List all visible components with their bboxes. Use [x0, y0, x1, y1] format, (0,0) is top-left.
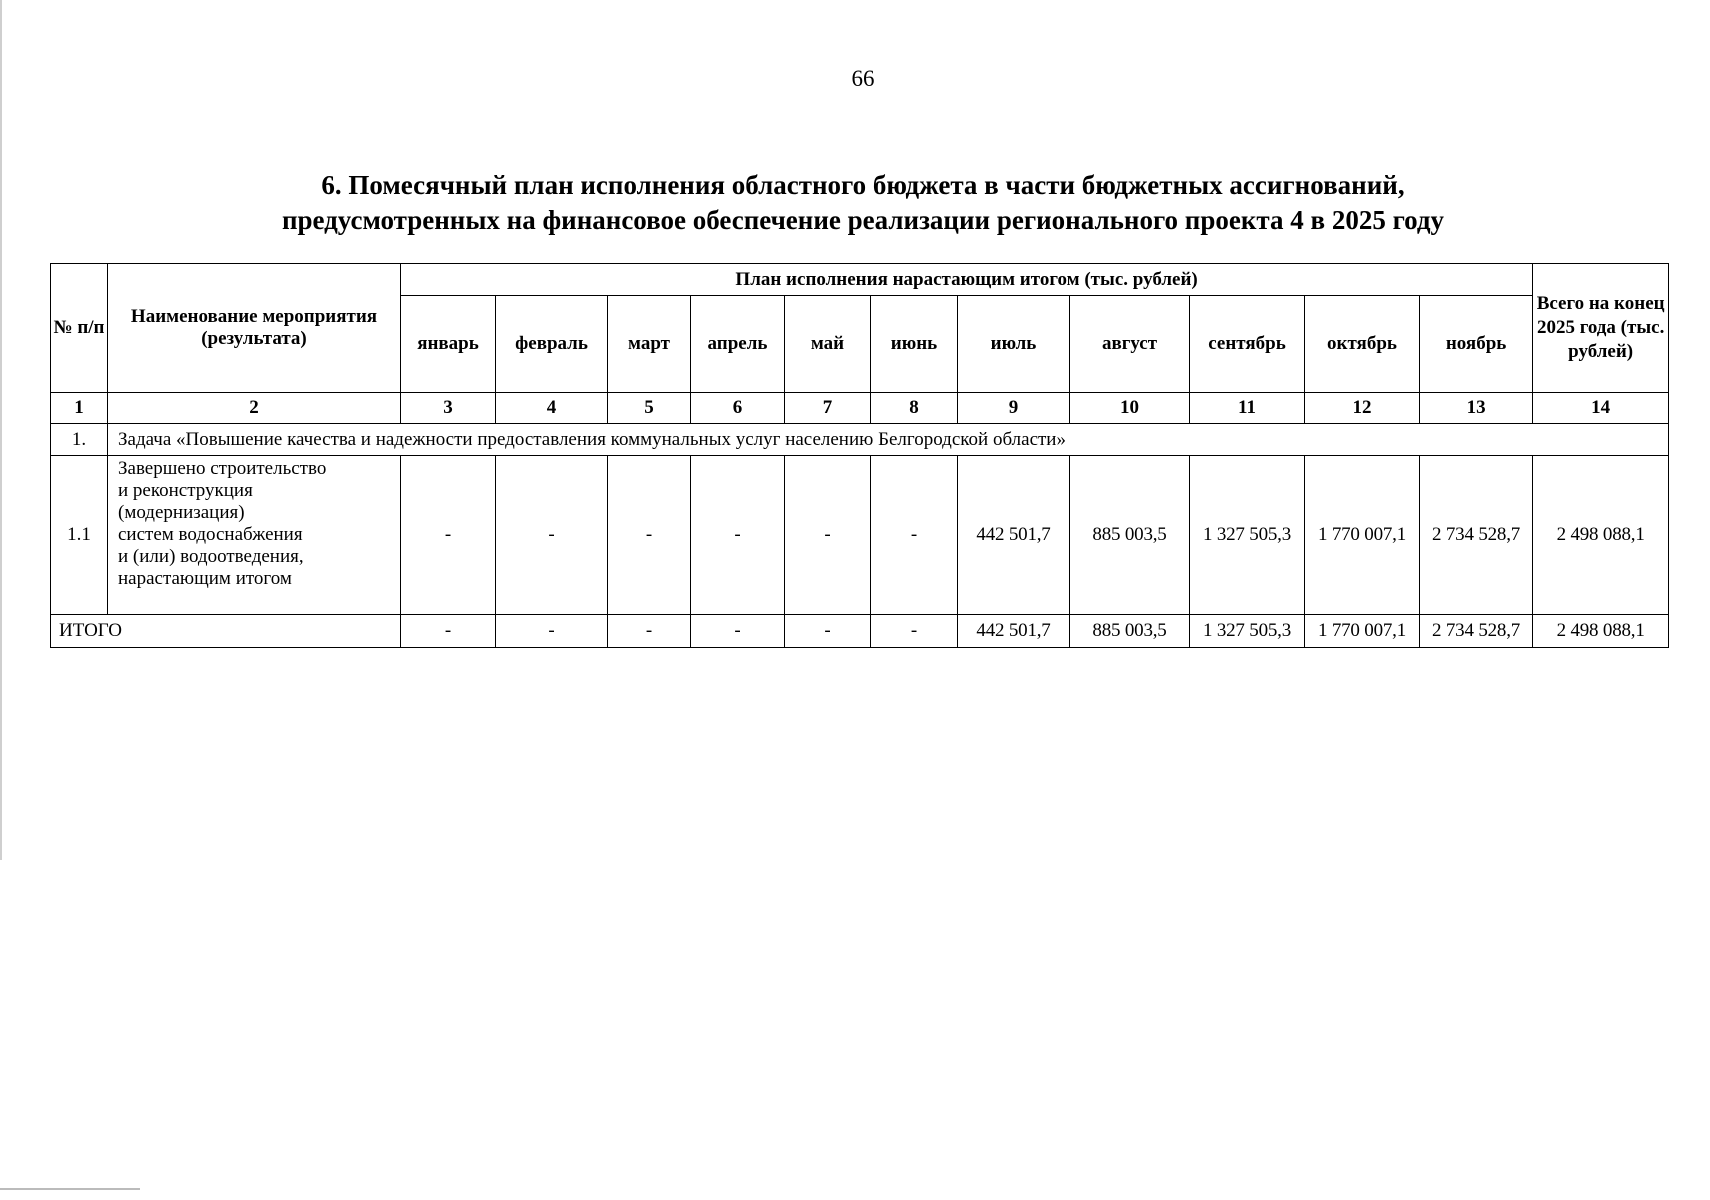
row-name-line: и реконструкция	[118, 480, 253, 501]
column-number: 13	[1420, 393, 1533, 424]
header-month: март	[608, 296, 691, 393]
row-value: 2 734 528,7	[1420, 456, 1533, 615]
total-value: -	[871, 615, 958, 648]
budget-plan-table	[50, 263, 1669, 648]
row-value: 1 770 007,1	[1305, 456, 1420, 615]
row-value: -	[401, 456, 496, 615]
header-month: сентябрь	[1190, 296, 1305, 393]
total-value: 1 327 505,3	[1190, 615, 1305, 648]
total-value: 885 003,5	[1070, 615, 1190, 648]
total-value: -	[496, 615, 608, 648]
row-name-line: нарастающим итогом	[118, 568, 292, 589]
header-total: Всего на конец 2025 года (тыс. рублей)	[1533, 264, 1669, 393]
row-value: -	[871, 456, 958, 615]
row-value: -	[691, 456, 785, 615]
header-month: февраль	[496, 296, 608, 393]
column-number: 14	[1533, 393, 1669, 424]
row-value: 442 501,7	[958, 456, 1070, 615]
column-number: 8	[871, 393, 958, 424]
row-name	[108, 456, 401, 615]
header-month: апрель	[691, 296, 785, 393]
row-name-line: систем водоснабжения	[118, 524, 303, 545]
column-number: 4	[496, 393, 608, 424]
total-value: -	[785, 615, 871, 648]
scan-edge-mark	[0, 1188, 140, 1190]
column-number: 7	[785, 393, 871, 424]
row-name-line: и (или) водоотведения,	[118, 546, 304, 567]
total-value: -	[608, 615, 691, 648]
column-number: 12	[1305, 393, 1420, 424]
task-number: 1.	[51, 424, 108, 456]
column-number: 6	[691, 393, 785, 424]
row-value: -	[785, 456, 871, 615]
header-month: ноябрь	[1420, 296, 1533, 393]
row-value: -	[608, 456, 691, 615]
grand-total: 2 498 088,1	[1533, 615, 1669, 648]
header-month: июль	[958, 296, 1070, 393]
task-row	[51, 424, 1669, 456]
total-value: 2 734 528,7	[1420, 615, 1533, 648]
column-number: 5	[608, 393, 691, 424]
column-number: 2	[108, 393, 401, 424]
page-number: 66	[851, 66, 875, 91]
row-value: 885 003,5	[1070, 456, 1190, 615]
column-number: 9	[958, 393, 1070, 424]
title-line-1: 6. Помесячный план исполнения областного бюджета в части бюджетных ассигнований,	[321, 170, 1405, 200]
scan-edge-line	[0, 0, 2, 860]
header-month: май	[785, 296, 871, 393]
row-total: 2 498 088,1	[1533, 456, 1669, 615]
total-value: -	[691, 615, 785, 648]
header-name: Наименование мероприятия (результата)	[108, 264, 401, 393]
row-number: 1.1	[51, 456, 108, 615]
row-value: 1 327 505,3	[1190, 456, 1305, 615]
total-value: -	[401, 615, 496, 648]
page-title	[150, 168, 1576, 238]
column-number: 10	[1070, 393, 1190, 424]
header-month: январь	[401, 296, 496, 393]
table-row	[51, 456, 1669, 615]
title-line-2: предусмотренных на финансовое обеспечение реализации регионального проекта 4 в 2025 году	[281, 205, 1445, 235]
column-number: 11	[1190, 393, 1305, 424]
total-row	[51, 615, 1669, 648]
total-label: ИТОГО	[51, 615, 401, 648]
total-value: 442 501,7	[958, 615, 1070, 648]
header-plan-group: План исполнения нарастающим итогом (тыс. рублей)	[401, 264, 1533, 296]
header-number: № п/п	[51, 264, 108, 393]
row-value: -	[496, 456, 608, 615]
task-text: Задача «Повышение качества и надежности предоставления коммунальных услуг населению Белгородской области»	[108, 424, 1669, 456]
header-month: октябрь	[1305, 296, 1420, 393]
header-month: август	[1070, 296, 1190, 393]
column-number: 1	[51, 393, 108, 424]
column-number: 3	[401, 393, 496, 424]
total-value: 1 770 007,1	[1305, 615, 1420, 648]
header-month: июнь	[871, 296, 958, 393]
row-name-line: Завершено строительство	[118, 458, 327, 479]
row-name-line: (модернизация)	[118, 502, 245, 523]
